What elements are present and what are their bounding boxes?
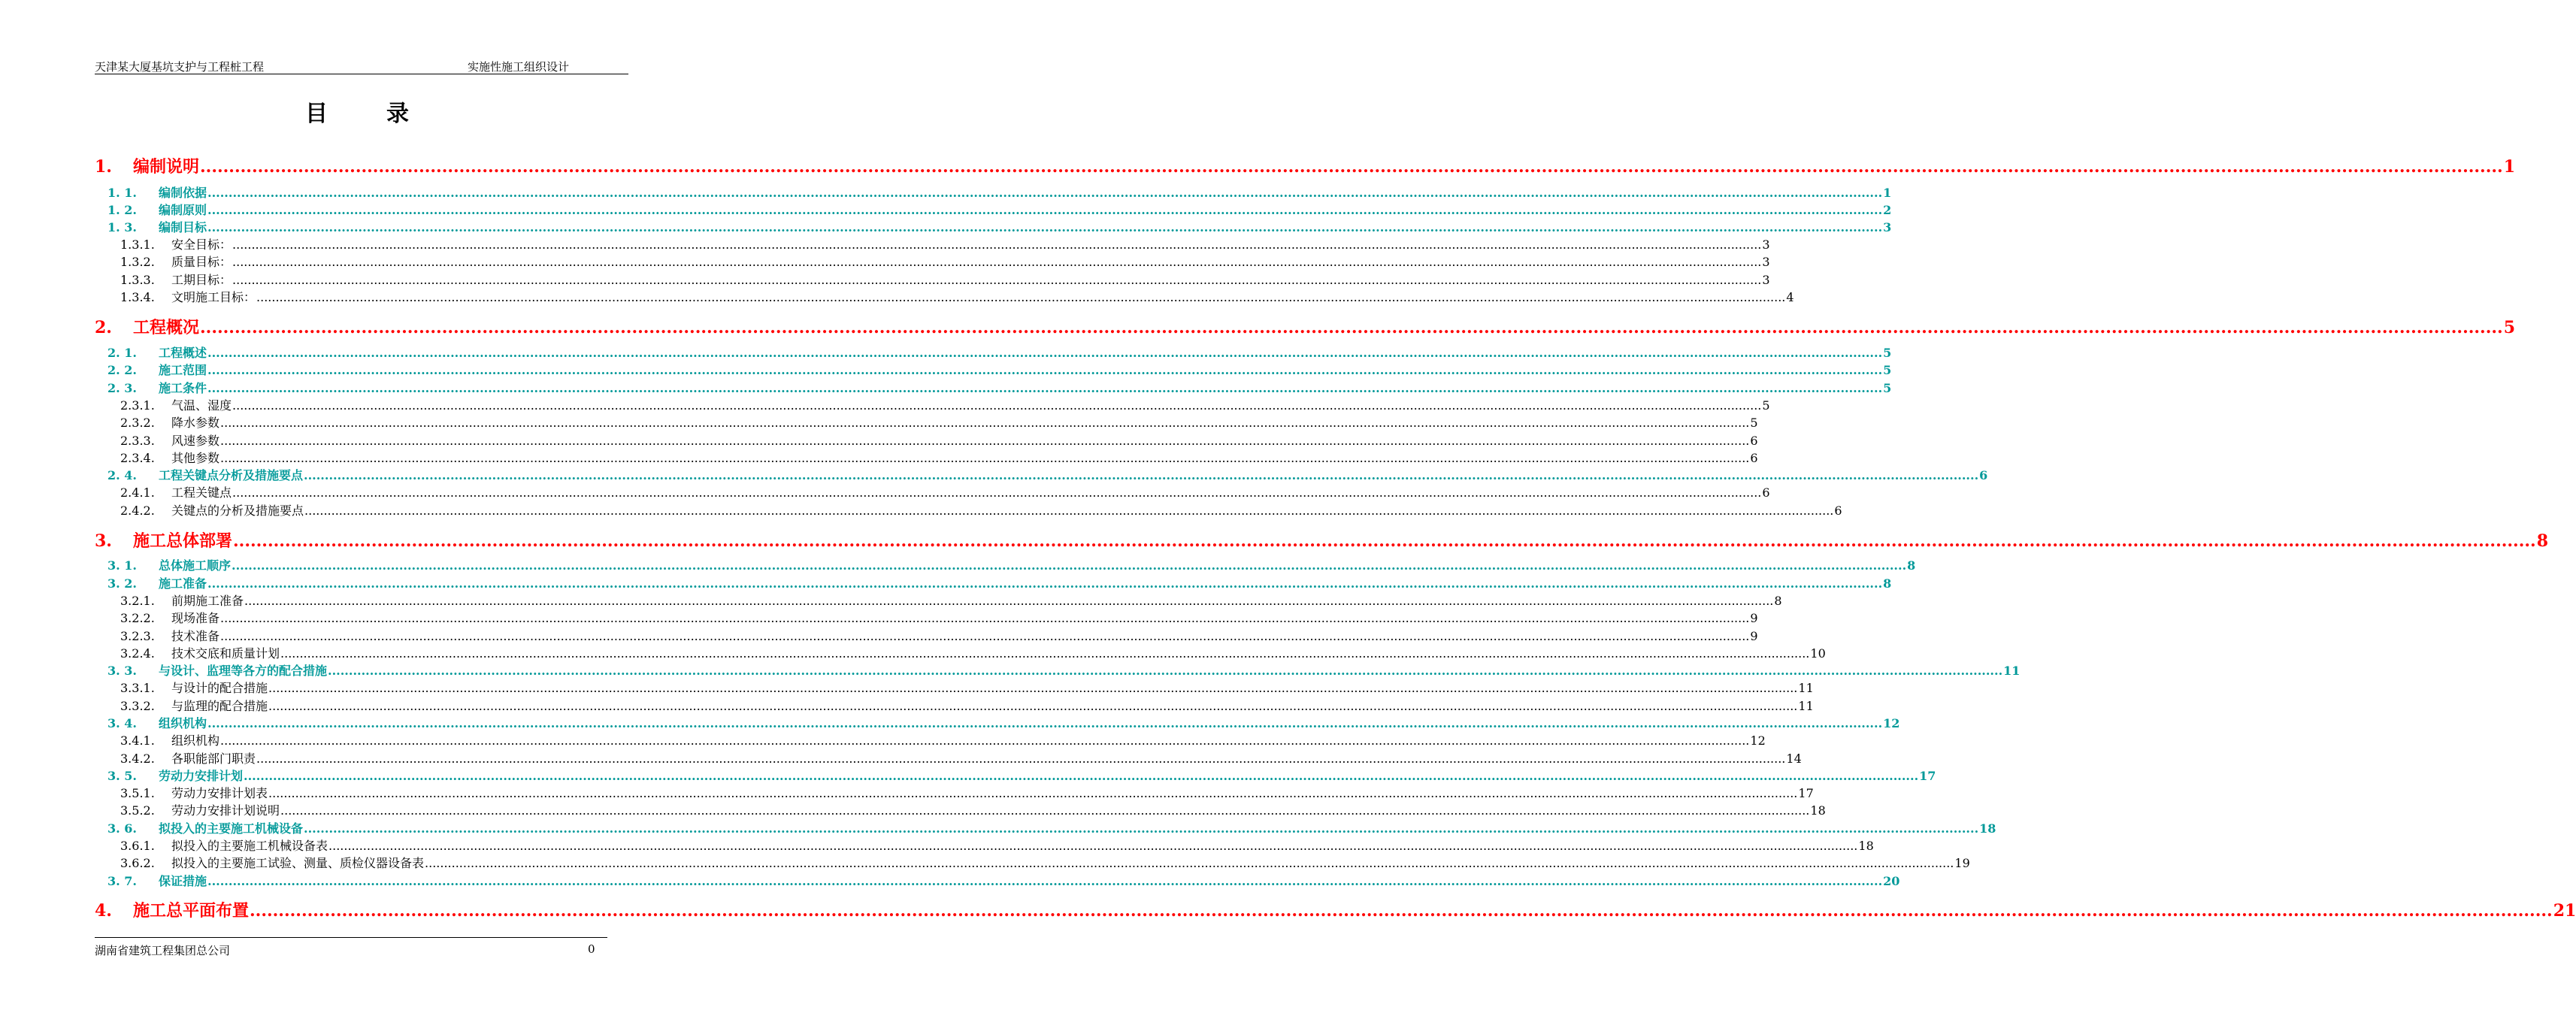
- toc-entry-number: 3.4.1.: [120, 733, 155, 748]
- toc-entry-number: 2.3.4.: [120, 451, 155, 465]
- toc-entry-page: 5: [1883, 381, 1892, 395]
- toc-entry-title: 施工准备: [159, 576, 207, 591]
- toc-entry-page: 3: [1883, 220, 1892, 234]
- toc-entry-level-3[interactable]: [120, 413, 1758, 431]
- toc-entry-number: 3.2.2.: [120, 611, 155, 625]
- toc-entry-title: 施工范围: [159, 363, 207, 377]
- toc-entry-title: 文明施工目标：: [171, 290, 256, 304]
- toc-entry-page: 19: [1954, 856, 1970, 870]
- toc-entry-number: 3.6.1.: [120, 839, 155, 853]
- toc-entry-level-2[interactable]: [107, 201, 1892, 218]
- toc-entry-title: 编制目标: [159, 220, 207, 234]
- toc-entry-level-3[interactable]: [120, 288, 1794, 305]
- toc-entry-level-2[interactable]: [107, 361, 1892, 378]
- toc-entry-page: 4: [1786, 290, 1794, 304]
- toc-entry-number: 1. 1.: [107, 186, 137, 200]
- toc-leader-dots: ................................................................................................................................................................................................................................................................................................................................................................................................................: [207, 381, 1883, 395]
- toc-leader-dots: ................................................................................................................................................................................................................................................................................................................................................................................................................: [328, 839, 1858, 853]
- toc-entry-page: 8: [1907, 558, 1916, 573]
- toc-entry-level-2[interactable]: [107, 767, 1936, 784]
- toc-entry-page: 18: [1810, 803, 1826, 818]
- toc-leader-dots: ................................................................................................................................................................................................................................................................................................................................................................................................................: [244, 594, 1774, 608]
- toc-leader-dots: ................................................................................................................................................................................................................................................................................................................................................................................................................: [232, 485, 1762, 500]
- toc-leader-dots: ................................................................................................................................................................................................................................................................................................................................................................................................................: [268, 681, 1798, 695]
- toc-entry-title: 风速参数: [171, 434, 220, 448]
- toc-entry-level-1[interactable]: [95, 154, 2515, 177]
- toc-leader-dots: ................................................................................................................................................................................................................................................................................................................................................................................................................: [304, 468, 1979, 482]
- toc-entry-title: 安全目标：: [171, 237, 232, 252]
- toc-entry-page: 3: [1762, 273, 1770, 287]
- toc-leader-dots: ................................................................................................................................................................................................................................................................................................................................................................................................................: [220, 451, 1750, 465]
- toc-entry-title: 施工总体部署: [133, 531, 233, 551]
- toc-entry-number: 1.3.2.: [120, 255, 155, 269]
- toc-entry-level-3[interactable]: [120, 501, 1842, 519]
- toc-entry-number: 3. 7.: [107, 874, 137, 888]
- toc-entry-level-2[interactable]: [107, 183, 1892, 201]
- toc-entry-number: 3. 4.: [107, 716, 137, 730]
- toc-entry-page: 8: [2536, 531, 2548, 551]
- toc-entry-page: 6: [1834, 503, 1842, 518]
- toc-entry-title: 与设计的配合措施: [171, 681, 268, 695]
- toc-entry-level-2[interactable]: [107, 343, 1892, 361]
- toc-entry-title: 施工总平面布置: [133, 901, 250, 921]
- toc-entry-page: 2: [1883, 203, 1892, 217]
- toc-leader-dots: ................................................................................................................................................................................................................................................................................................................................................................................................................: [220, 611, 1750, 625]
- toc-entry-number: 1. 2.: [107, 203, 137, 217]
- toc-entry-title: 劳动力安排计划说明: [171, 803, 280, 818]
- toc-entry-page: 1: [1883, 186, 1892, 200]
- toc-entry-title: 工程关键点分析及措施要点: [159, 468, 304, 482]
- toc-entry-title: 施工条件: [159, 381, 207, 395]
- toc-entry-number: 2.: [95, 318, 112, 337]
- toc-entry-page: 3: [1762, 237, 1770, 252]
- toc-entry-number: 1.3.3.: [120, 273, 155, 287]
- toc-leader-dots: ................................................................................................................................................................................................................................................................................................................................................................................................................: [207, 716, 1883, 730]
- toc-leader-dots: ................................................................................................................................................................................................................................................................................................................................................................................................................: [232, 398, 1762, 413]
- toc-entry-title: 与监理的配合措施: [171, 699, 268, 713]
- toc-entry-number: 4.: [95, 901, 112, 921]
- toc-leader-dots: ................................................................................................................................................................................................................................................................................................................................................................................................................: [244, 769, 1919, 783]
- toc-entry-page: 8: [1883, 576, 1892, 591]
- toc-entry-page: 6: [1750, 434, 1758, 448]
- toc-entry-level-3[interactable]: [120, 483, 1770, 500]
- toc-entry-page: 12: [1750, 733, 1766, 748]
- toc-entry-level-3[interactable]: [120, 271, 1770, 288]
- toc-entry-level-2[interactable]: [107, 714, 1900, 731]
- toc-entry-title: 编制依据: [159, 186, 207, 200]
- toc-entry-page: 18: [1979, 821, 1996, 836]
- toc-leader-dots: ................................................................................................................................................................................................................................................................................................................................................................................................................: [207, 346, 1883, 360]
- header-project-name: 天津某大厦基坑支护与工程桩工程: [95, 60, 265, 74]
- toc-entry-page: 11: [2003, 664, 2021, 678]
- toc-leader-dots: ................................................................................................................................................................................................................................................................................................................................................................................................................: [207, 186, 1883, 200]
- toc-entry-page: 6: [1750, 451, 1758, 465]
- toc-entry-page: 8: [1774, 594, 1782, 608]
- toc-entry-title: 拟投入的主要施工机械设备: [159, 821, 304, 836]
- toc-entry-title: 工程关键点: [171, 485, 232, 500]
- toc-entry-level-2[interactable]: [107, 819, 1996, 836]
- toc-entry-number: 3.2.4.: [120, 646, 155, 661]
- toc-entry-title: 各职能部门职责: [171, 751, 256, 766]
- toc-leader-dots: ................................................................................................................................................................................................................................................................................................................................................................................................................: [220, 434, 1750, 448]
- toc-entry-level-3[interactable]: [120, 431, 1758, 449]
- toc-entry-level-3[interactable]: [120, 749, 1802, 767]
- toc-entry-title: 组织机构: [159, 716, 207, 730]
- toc-leader-dots: ................................................................................................................................................................................................................................................................................................................................................................................................................: [256, 751, 1786, 766]
- toc-entry-level-2[interactable]: [107, 661, 2021, 679]
- toc-entry-number: 3.2.3.: [120, 629, 155, 643]
- toc-entry-level-3[interactable]: [120, 679, 1814, 696]
- toc-entry-page: 18: [1858, 839, 1874, 853]
- toc-entry-number: 1. 3.: [107, 220, 137, 234]
- toc-entry-title: 保证措施: [159, 874, 207, 888]
- toc-entry-page: 20: [1883, 874, 1900, 888]
- toc-entry-level-1[interactable]: [95, 528, 2548, 552]
- toc-entry-level-3[interactable]: [120, 784, 1814, 801]
- toc-leader-dots: ................................................................................................................................................................................................................................................................................................................................................................................................................: [256, 290, 1786, 304]
- toc-entry-title: 技术准备: [171, 629, 220, 643]
- toc-entry-page: 11: [1798, 699, 1814, 713]
- toc-leader-dots: ................................................................................................................................................................................................................................................................................................................................................................................................................: [220, 416, 1750, 430]
- toc-leader-dots: ................................................................................................................................................................................................................................................................................................................................................................................................................: [280, 803, 1810, 818]
- toc-leader-dots: ................................................................................................................................................................................................................................................................................................................................................................................................................: [268, 786, 1798, 800]
- toc-entry-title: 劳动力安排计划: [159, 769, 244, 783]
- toc-entry-page: 1: [2503, 157, 2515, 177]
- toc-entry-title: 编制原则: [159, 203, 207, 217]
- toc-entry-level-2[interactable]: [107, 218, 1892, 235]
- toc-entry-title: 组织机构: [171, 733, 220, 748]
- header-document-type: 实施性施工组织设计: [468, 60, 570, 74]
- toc-entry-number: 2. 4.: [107, 468, 137, 482]
- toc-entry-page: 6: [1762, 485, 1770, 500]
- toc-entry-page: 5: [1883, 363, 1892, 377]
- toc-entry-number: 3.3.1.: [120, 681, 155, 695]
- toc-entry-level-3[interactable]: [120, 396, 1770, 413]
- toc-leader-dots: ................................................................................................................................................................................................................................................................................................................................................................................................................: [304, 821, 1979, 836]
- page-header: [95, 59, 628, 74]
- toc-entry-level-2[interactable]: [107, 556, 1916, 573]
- toc-entry-title: 工程概况: [133, 318, 200, 337]
- footer-company: 湖南省建筑工程集团总公司: [95, 944, 231, 957]
- toc-entry-number: 2. 3.: [107, 381, 137, 395]
- toc-entry-title: 拟投入的主要施工试验、测量、质检仪器设备表: [171, 856, 425, 870]
- toc-entry-title: 工程概述: [159, 346, 207, 360]
- toc-entry-number: 3.5.1.: [120, 786, 155, 800]
- toc-leader-dots: ................................................................................................................................................................................................................................................................................................................................................................................................................: [207, 203, 1883, 217]
- toc-entry-level-3[interactable]: [120, 252, 1770, 270]
- toc-entry-level-3[interactable]: [120, 627, 1758, 644]
- toc-entry-title: 质量目标：: [171, 255, 232, 269]
- toc-entry-number: 3. 5.: [107, 769, 137, 783]
- toc-entry-number: 2.4.1.: [120, 485, 155, 500]
- toc-leader-dots: ................................................................................................................................................................................................................................................................................................................................................................................................................: [220, 733, 1750, 748]
- toc-entry-level-3[interactable]: [120, 697, 1814, 714]
- toc-entry-page: 14: [1786, 751, 1802, 766]
- toc-entry-number: 3.2.1.: [120, 594, 155, 608]
- toc-entry-page: 21: [2553, 901, 2576, 921]
- toc-entry-title: 降水参数: [171, 416, 220, 430]
- toc-entry-number: 3.6.2.: [120, 856, 155, 870]
- toc-leader-dots: ................................................................................................................................................................................................................................................................................................................................................................................................................: [232, 237, 1762, 252]
- toc-entry-title: 总体施工顺序: [159, 558, 232, 573]
- toc-leader-dots: ................................................................................................................................................................................................................................................................................................................................................................................................................: [232, 255, 1762, 269]
- toc-entry-number: 3.5.2.: [120, 803, 155, 818]
- toc-leader-dots: ................................................................................................................................................................................................................................................................................................................................................................................................................: [250, 901, 2553, 921]
- toc-entry-number: 2.4.2.: [120, 503, 155, 518]
- toc-entry-number: 3.4.2.: [120, 751, 155, 766]
- toc-entry-level-3[interactable]: [120, 836, 1874, 854]
- toc-entry-page: 5: [1883, 346, 1892, 360]
- toc-entry-level-2[interactable]: [107, 574, 1892, 591]
- toc-entry-level-3[interactable]: [120, 591, 1782, 609]
- toc-entry-number: 3.3.2.: [120, 699, 155, 713]
- toc-entry-page: 12: [1883, 716, 1900, 730]
- toc-entry-page: 10: [1810, 646, 1826, 661]
- toc-leader-dots: ................................................................................................................................................................................................................................................................................................................................................................................................................: [200, 318, 2503, 337]
- toc-entry-level-3[interactable]: [120, 609, 1758, 626]
- toc-entry-number: 2. 2.: [107, 363, 137, 377]
- toc-entry-level-3[interactable]: [120, 801, 1826, 818]
- toc-entry-number: 3. 6.: [107, 821, 137, 836]
- toc-leader-dots: ................................................................................................................................................................................................................................................................................................................................................................................................................: [233, 531, 2536, 551]
- toc-entry-page: 9: [1750, 629, 1758, 643]
- toc-entry-number: 1.3.4.: [120, 290, 155, 304]
- toc-entry-level-3[interactable]: [120, 449, 1758, 466]
- toc-leader-dots: ................................................................................................................................................................................................................................................................................................................................................................................................................: [268, 699, 1798, 713]
- toc-leader-dots: ................................................................................................................................................................................................................................................................................................................................................................................................................: [304, 503, 1834, 518]
- toc-entry-number: 2. 1.: [107, 346, 137, 360]
- toc-entry-page: 9: [1750, 611, 1758, 625]
- toc-entry-level-3[interactable]: [120, 731, 1766, 748]
- toc-entry-title: 现场准备: [171, 611, 220, 625]
- toc-entry-page: 11: [1798, 681, 1814, 695]
- toc-entry-page: 3: [1762, 255, 1770, 269]
- toc-leader-dots: ................................................................................................................................................................................................................................................................................................................................................................................................................: [232, 273, 1762, 287]
- toc-entry-level-2[interactable]: [107, 872, 1900, 889]
- toc-entry-page: 5: [1750, 416, 1758, 430]
- toc-entry-page: 5: [1762, 398, 1770, 413]
- toc-entry-number: 3.: [95, 531, 112, 551]
- toc-leader-dots: ................................................................................................................................................................................................................................................................................................................................................................................................................: [280, 646, 1810, 661]
- toc-entry-title: 其他参数: [171, 451, 220, 465]
- toc-entry-page: 17: [1919, 769, 1936, 783]
- toc-leader-dots: ................................................................................................................................................................................................................................................................................................................................................................................................................: [207, 576, 1883, 591]
- toc-leader-dots: ................................................................................................................................................................................................................................................................................................................................................................................................................: [232, 558, 1907, 573]
- toc-entry-title: 与设计、监理等各方的配合措施: [159, 664, 328, 678]
- toc-leader-dots: ................................................................................................................................................................................................................................................................................................................................................................................................................: [200, 157, 2503, 177]
- toc-entry-level-2[interactable]: [107, 466, 1988, 483]
- toc-leader-dots: ................................................................................................................................................................................................................................................................................................................................................................................................................: [207, 874, 1883, 888]
- toc-entry-level-2[interactable]: [107, 379, 1892, 396]
- toc-entry-title: 关键点的分析及措施要点: [171, 503, 304, 518]
- footer-page-number: 0: [588, 942, 595, 956]
- toc-entry-title: 前期施工准备: [171, 594, 244, 608]
- toc-entry-title: 工期目标：: [171, 273, 232, 287]
- toc-entry-number: 2.3.1.: [120, 398, 155, 413]
- toc-title-char-2: 录: [386, 101, 409, 127]
- toc-entry-number: 3. 1.: [107, 558, 137, 573]
- toc-leader-dots: ................................................................................................................................................................................................................................................................................................................................................................................................................: [220, 629, 1750, 643]
- toc-entry-number: 3. 2.: [107, 576, 137, 591]
- toc-title-char-1: 目: [305, 101, 328, 127]
- toc-entry-level-3[interactable]: [120, 854, 1970, 871]
- toc-leader-dots: ................................................................................................................................................................................................................................................................................................................................................................................................................: [207, 363, 1883, 377]
- toc-entry-title: 技术交底和质量计划: [171, 646, 280, 661]
- toc-entry-number: 3. 3.: [107, 664, 137, 678]
- toc-leader-dots: ................................................................................................................................................................................................................................................................................................................................................................................................................: [425, 856, 1954, 870]
- toc-entry-level-3[interactable]: [120, 235, 1770, 252]
- toc-entry-number: 2.3.3.: [120, 434, 155, 448]
- toc-entry-title: 拟投入的主要施工机械设备表: [171, 839, 328, 853]
- toc-entry-page: 6: [1979, 468, 1988, 482]
- toc-entry-level-3[interactable]: [120, 644, 1826, 661]
- toc-entry-title: 编制说明: [133, 157, 200, 177]
- toc-entry-level-1[interactable]: [95, 898, 2576, 921]
- toc-leader-dots: ................................................................................................................................................................................................................................................................................................................................................................................................................: [207, 220, 1883, 234]
- toc-entry-title: 劳动力安排计划表: [171, 786, 268, 800]
- toc-entry-number: 1.3.1.: [120, 237, 155, 252]
- toc-entry-title: 气温、湿度: [171, 398, 232, 413]
- toc-entry-page: 17: [1798, 786, 1814, 800]
- toc-entry-number: 2.3.2.: [120, 416, 155, 430]
- toc-entry-page: 5: [2503, 318, 2515, 337]
- toc-entry-number: 1.: [95, 157, 112, 177]
- toc-entry-level-1[interactable]: [95, 315, 2515, 338]
- toc-leader-dots: ................................................................................................................................................................................................................................................................................................................................................................................................................: [328, 664, 2003, 678]
- page-footer: [95, 937, 607, 957]
- toc-title: [0, 95, 714, 128]
